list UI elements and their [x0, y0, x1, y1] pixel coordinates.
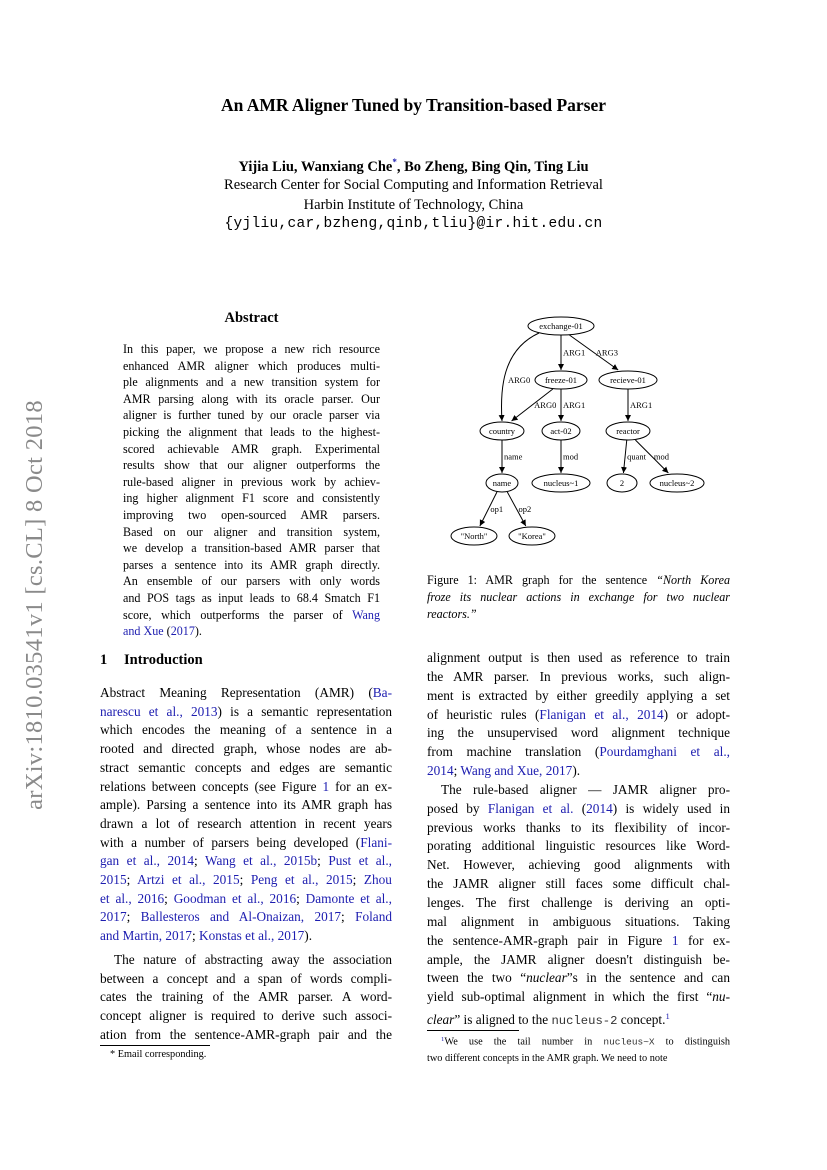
citation-link[interactable]: narescu et al., 2013 — [100, 703, 218, 719]
citation-link[interactable]: Wang and Xue, 2017 — [460, 763, 573, 779]
text-segment: previous works thanks to its flexibility of incor- — [427, 819, 730, 835]
text-segment: drawn a lot of research attention in recent years — [100, 815, 392, 831]
text-segment: stract semantic concepts and edges are semantic — [100, 759, 392, 775]
text-segment: picking the alignment that leads to the highest- — [123, 424, 380, 439]
node-label: nucleus~1 — [543, 478, 579, 488]
text-segment: ; — [126, 909, 141, 925]
text-line — [123, 507, 380, 524]
text-line — [427, 606, 730, 623]
intro-paragraph-2 — [100, 951, 392, 1045]
author-footnote-mark[interactable]: * — [392, 157, 397, 167]
text-segment: concept. — [617, 1011, 666, 1027]
italic-text: froze its nuclear actions in exchange for two nuclear — [427, 590, 730, 604]
text-line — [100, 740, 392, 759]
text-line — [123, 391, 380, 408]
footnote-right — [427, 1032, 730, 1067]
text-line — [427, 1032, 730, 1051]
text-segment: ). — [304, 928, 313, 944]
text-segment: ) or adopt- — [663, 706, 730, 722]
text-segment: ing higher alignment F1 score and consistently — [123, 491, 380, 506]
citation-link[interactable]: 1 — [322, 778, 330, 794]
text-segment: ) is a semantic representation — [217, 703, 392, 719]
text-segment: ; — [194, 853, 205, 869]
italic-text: nuclear — [526, 970, 567, 986]
text-segment: ( — [163, 624, 171, 639]
node-label: nucleus~2 — [659, 478, 695, 488]
text-segment: ). — [572, 763, 581, 779]
text-segment: ample). Parsing a sentence into its AMR graph has — [100, 797, 392, 813]
text-segment: concept aligner is required to derive such associ- — [100, 1008, 392, 1024]
text-line — [427, 743, 730, 762]
text-line — [427, 932, 730, 951]
citation-link[interactable]: 2017 — [170, 624, 195, 639]
text-segment: ; — [352, 872, 364, 888]
text-segment: ; — [453, 763, 461, 779]
paper-title: An AMR Aligner Tuned by Transition-based Parser — [220, 95, 607, 115]
italic-text: clear — [427, 1011, 455, 1027]
italic-text: nu- — [712, 989, 730, 1005]
text-segment: ; — [126, 872, 138, 888]
text-segment: relations between concepts (see Figure — [100, 778, 323, 794]
text-segment: from machine translation ( — [427, 744, 600, 760]
edge-label: ARG1 — [630, 400, 653, 410]
text-segment: alignment output is then used as reference to train — [427, 650, 730, 665]
text-line — [427, 819, 730, 838]
text-line — [100, 834, 392, 853]
text-segment: We use the tail number in — [444, 1036, 604, 1048]
text-line — [427, 687, 730, 706]
text-segment: the sentence-AMR-graph pair in Figure — [427, 932, 672, 948]
text-segment: mal alignment in ambiguous situations. Taking — [427, 913, 730, 929]
text-line — [100, 778, 392, 797]
text-segment: parses a sentence into its AMR graph directly. — [123, 557, 380, 572]
text-line — [427, 572, 730, 589]
footnote-marker[interactable]: 1 — [441, 1036, 445, 1043]
text-segment: ). — [194, 624, 202, 639]
text-segment: cates the training of the AMR parser. A word- — [100, 989, 392, 1005]
text-segment: AMR parsing along with its oracle parser. Our — [123, 391, 380, 406]
text-line — [427, 668, 730, 687]
text-line — [123, 557, 380, 574]
edge-label: ARG0 — [534, 400, 557, 410]
citation-link[interactable]: Wang et al., 2015b — [204, 853, 318, 869]
text-segment: rule-based aligner in previous work by achiev- — [123, 474, 380, 489]
text-line — [123, 474, 380, 491]
text-segment: In this paper, we propose a new rich resource — [123, 342, 380, 356]
citation-link[interactable]: and Xue — [123, 624, 164, 639]
citation-link[interactable]: and Martin, 2017 — [100, 928, 192, 944]
text-line — [427, 706, 730, 725]
text-segment: we develop a transition-based AMR parser that — [123, 541, 380, 556]
text-segment: with a number of parsers being developed ( — [100, 834, 361, 850]
text-line — [123, 590, 380, 607]
text-segment: for an ex- — [329, 778, 392, 794]
text-segment: rooted and directed graph, whose nodes are ab- — [100, 741, 392, 757]
text-line — [110, 1047, 310, 1063]
text-segment: score, which outperforms the parser of — [123, 607, 353, 622]
text-line — [427, 781, 730, 800]
citation-link[interactable]: Goodman et al., 2016 — [173, 890, 297, 906]
text-segment: the AMR parser. In previous works, such align- — [427, 668, 730, 684]
text-line — [427, 724, 730, 743]
section-title: Introduction — [124, 652, 203, 668]
text-segment: and POS tags as input leads to 68.4 Smatch F1 — [123, 590, 380, 605]
text-line — [100, 871, 392, 890]
edge-label: ARG1 — [563, 400, 586, 410]
text-segment: of heuristic rules ( — [427, 706, 540, 722]
authors-part: , Bo Zheng, Bing Qin, Ting Liu — [396, 158, 589, 175]
text-segment: The rule-based aligner — JAMR aligner pro- — [441, 781, 730, 797]
abstract-heading: Abstract — [224, 310, 279, 326]
arxiv-stamp: arXiv:1810.03541v1 [cs.CL] 8 Oct 2018 — [21, 400, 48, 810]
text-line — [427, 856, 730, 875]
citation-link[interactable]: Damonte et al., — [305, 890, 392, 906]
text-line — [100, 988, 392, 1007]
text-segment: Figure 1: AMR graph for the sentence — [427, 573, 657, 587]
text-line — [427, 1007, 730, 1031]
edge-label: op2 — [518, 504, 532, 514]
citation-link[interactable]: et al., 2016 — [100, 890, 165, 906]
text-line — [100, 815, 392, 834]
affiliation: Harbin Institute of Technology, China — [303, 197, 524, 213]
text-segment: ”s in the sentence and can — [566, 970, 730, 986]
text-segment: enhanced AMR aligner which produces multi- — [123, 358, 380, 373]
edge-label: name — [504, 451, 523, 462]
text-segment: ; — [191, 928, 199, 944]
text-line — [427, 913, 730, 932]
text-segment: ; — [164, 890, 174, 906]
text-segment: tween the two “ — [427, 970, 527, 986]
italic-text: “North Korea — [656, 573, 730, 587]
text-segment: ing the unsupervised word alignment technique — [427, 725, 730, 741]
text-line — [427, 894, 730, 913]
abstract-body — [123, 341, 380, 640]
text-line — [123, 607, 380, 624]
text-line — [123, 374, 380, 391]
text-line — [100, 703, 392, 722]
text-line — [100, 759, 392, 778]
text-line — [123, 441, 380, 458]
footnote-left — [110, 1047, 310, 1063]
affiliation: Research Center for Social Computing and Information Retrieval — [224, 177, 603, 193]
text-line — [123, 490, 380, 507]
text-segment: for ex- — [678, 932, 731, 948]
edge-label: mod — [563, 451, 579, 462]
citation-link[interactable]: Pust et al., — [328, 853, 392, 869]
node-label: country — [489, 426, 515, 436]
authors-part: Yijia Liu, Wanxiang Che — [238, 158, 393, 175]
footnote-rule — [100, 1045, 210, 1046]
text-segment: which encodes the meaning of a sentence in a — [100, 722, 392, 738]
citation-link[interactable]: 2017 — [100, 909, 127, 925]
text-segment: Based on our aligner and transition system, — [123, 524, 380, 539]
node-label: "Korea" — [518, 531, 546, 541]
text-line — [427, 589, 730, 606]
figure-caption — [427, 572, 730, 623]
edge-label: op1 — [490, 504, 504, 514]
text-line — [427, 762, 730, 781]
node-label: "North" — [460, 531, 488, 541]
text-line — [100, 796, 392, 815]
text-line — [427, 837, 730, 856]
text-segment: Abstract Meaning Representation (AMR) ( — [100, 685, 373, 700]
edge-label: ARG3 — [595, 347, 619, 358]
citation-link[interactable]: Flanigan et al. — [487, 800, 574, 816]
text-segment: ; — [296, 890, 306, 906]
text-line — [100, 684, 392, 703]
text-line — [100, 951, 392, 970]
citation-link[interactable]: 1 — [671, 932, 679, 948]
node-label: exchange-01 — [539, 321, 583, 331]
text-segment: ample, the JAMR aligner doesn't distinguish be- — [427, 951, 730, 967]
citation-link[interactable]: Flanigan et al., 2014 — [539, 706, 664, 722]
text-line — [100, 927, 392, 946]
text-line — [123, 358, 380, 375]
section-number: 1 — [100, 652, 108, 668]
text-line — [123, 524, 380, 541]
text-line — [427, 988, 730, 1007]
text-segment: the JAMR aligner still faces some difficult chal- — [427, 876, 730, 892]
amr-graph-figure — [440, 310, 740, 560]
authors — [0, 157, 827, 176]
text-line — [427, 649, 730, 668]
text-line — [100, 1026, 392, 1045]
text-segment: scored achievable AMR graph. Experimental — [123, 441, 380, 456]
text-line — [100, 890, 392, 909]
text-segment: An ensemble of our parsers with only words — [123, 574, 380, 589]
citation-link[interactable]: gan et al., 2014 — [100, 853, 195, 869]
text-segment: ; — [239, 872, 251, 888]
citation-link[interactable]: 2015 — [100, 872, 127, 888]
text-line — [100, 1007, 392, 1026]
node-label: freeze-01 — [544, 375, 578, 385]
text-segment: between a concept and a span of words compli- — [100, 970, 392, 986]
text-line — [427, 951, 730, 970]
section-heading — [100, 652, 203, 669]
italic-text: reactors.” — [427, 607, 477, 621]
text-segment: lenges. The first challenge is deriving an opti- — [427, 894, 730, 910]
author-emails: {yjliu,car,bzheng,qinb,tliu}@ir.hit.edu.cn — [224, 216, 603, 232]
text-segment: two different concepts in the AMR graph. We need to note — [427, 1052, 668, 1064]
footnote-marker[interactable]: 1 — [665, 1011, 670, 1022]
text-segment: porating additional linguistic resources like Word- — [427, 838, 730, 854]
edge-label: mod — [653, 451, 670, 462]
text-line — [427, 875, 730, 894]
text-segment: * Email corresponding. — [110, 1049, 207, 1060]
citation-link[interactable]: Artzi et al., 2015 — [137, 872, 240, 888]
citation-link[interactable]: 2014 — [586, 800, 613, 816]
text-line — [123, 457, 380, 474]
text-line — [427, 1051, 730, 1067]
text-segment: ) is widely used in — [612, 800, 731, 816]
intro-paragraph-1 — [100, 684, 392, 946]
text-segment: ation from the sentence-AMR-graph pair and the — [100, 1026, 392, 1042]
text-line — [123, 424, 380, 441]
text-segment: results show that our aligner outperforms the — [123, 458, 380, 473]
citation-link[interactable]: Ba- — [372, 685, 392, 700]
text-segment: improving two open-sourced AMR parsers. — [123, 507, 380, 522]
citation-link[interactable]: Pourdamghani et al., — [599, 744, 730, 760]
node-label: 2 — [619, 478, 625, 488]
text-line — [427, 800, 730, 819]
text-segment: ( — [573, 800, 587, 816]
citation-link[interactable]: Flani- — [360, 834, 392, 850]
citation-link[interactable]: Zhou — [363, 872, 392, 888]
text-line — [123, 623, 380, 640]
text-segment: ment is extracted by either greedily applying a set — [427, 687, 730, 703]
text-segment: yield sub-optimal alignment in which the first “ — [427, 989, 713, 1005]
text-line — [100, 908, 392, 927]
edge-label: ARG0 — [508, 375, 531, 385]
citation-link[interactable]: Peng et al., 2015 — [250, 872, 353, 888]
text-segment: The nature of abstracting away the association — [114, 952, 392, 967]
text-line — [427, 969, 730, 988]
node-label: name — [492, 478, 512, 488]
text-segment: to distinguish — [654, 1036, 730, 1048]
text-line — [100, 970, 392, 989]
text-segment: ; — [341, 909, 356, 925]
citation-link[interactable]: 2014 — [427, 763, 454, 779]
text-segment: ple alignments and a new transition system for — [123, 375, 380, 390]
text-line — [123, 540, 380, 557]
node-label: reactor — [616, 426, 640, 436]
text-segment: ” is aligned to the — [454, 1011, 552, 1027]
intro-right-column — [427, 649, 730, 1031]
edge-label: ARG1 — [563, 347, 586, 358]
citation-link[interactable]: Wang — [352, 607, 380, 622]
citation-link[interactable]: Ballesteros and Al-Onaizan, 2017 — [140, 909, 342, 925]
citation-link[interactable]: Foland — [355, 909, 392, 925]
node-label: recieve-01 — [610, 375, 646, 385]
edge-label: quant — [627, 451, 646, 462]
text-segment: aligner is further tuned by our oracle parser via — [123, 408, 380, 423]
citation-link[interactable]: Konstas et al., 2017 — [199, 928, 305, 944]
text-segment: Net. However, achieving good alignments with — [427, 857, 730, 873]
code-text: nucleus-2 — [551, 1013, 618, 1028]
node-label: act-02 — [550, 426, 572, 436]
footnote-rule — [427, 1030, 519, 1031]
text-line — [123, 573, 380, 590]
text-segment: ; — [317, 853, 329, 869]
text-segment: posed by — [427, 800, 488, 816]
text-line — [123, 407, 380, 424]
text-line — [100, 852, 392, 871]
text-line — [123, 341, 380, 358]
code-text: nucleus~X — [603, 1036, 655, 1048]
text-line — [100, 721, 392, 740]
